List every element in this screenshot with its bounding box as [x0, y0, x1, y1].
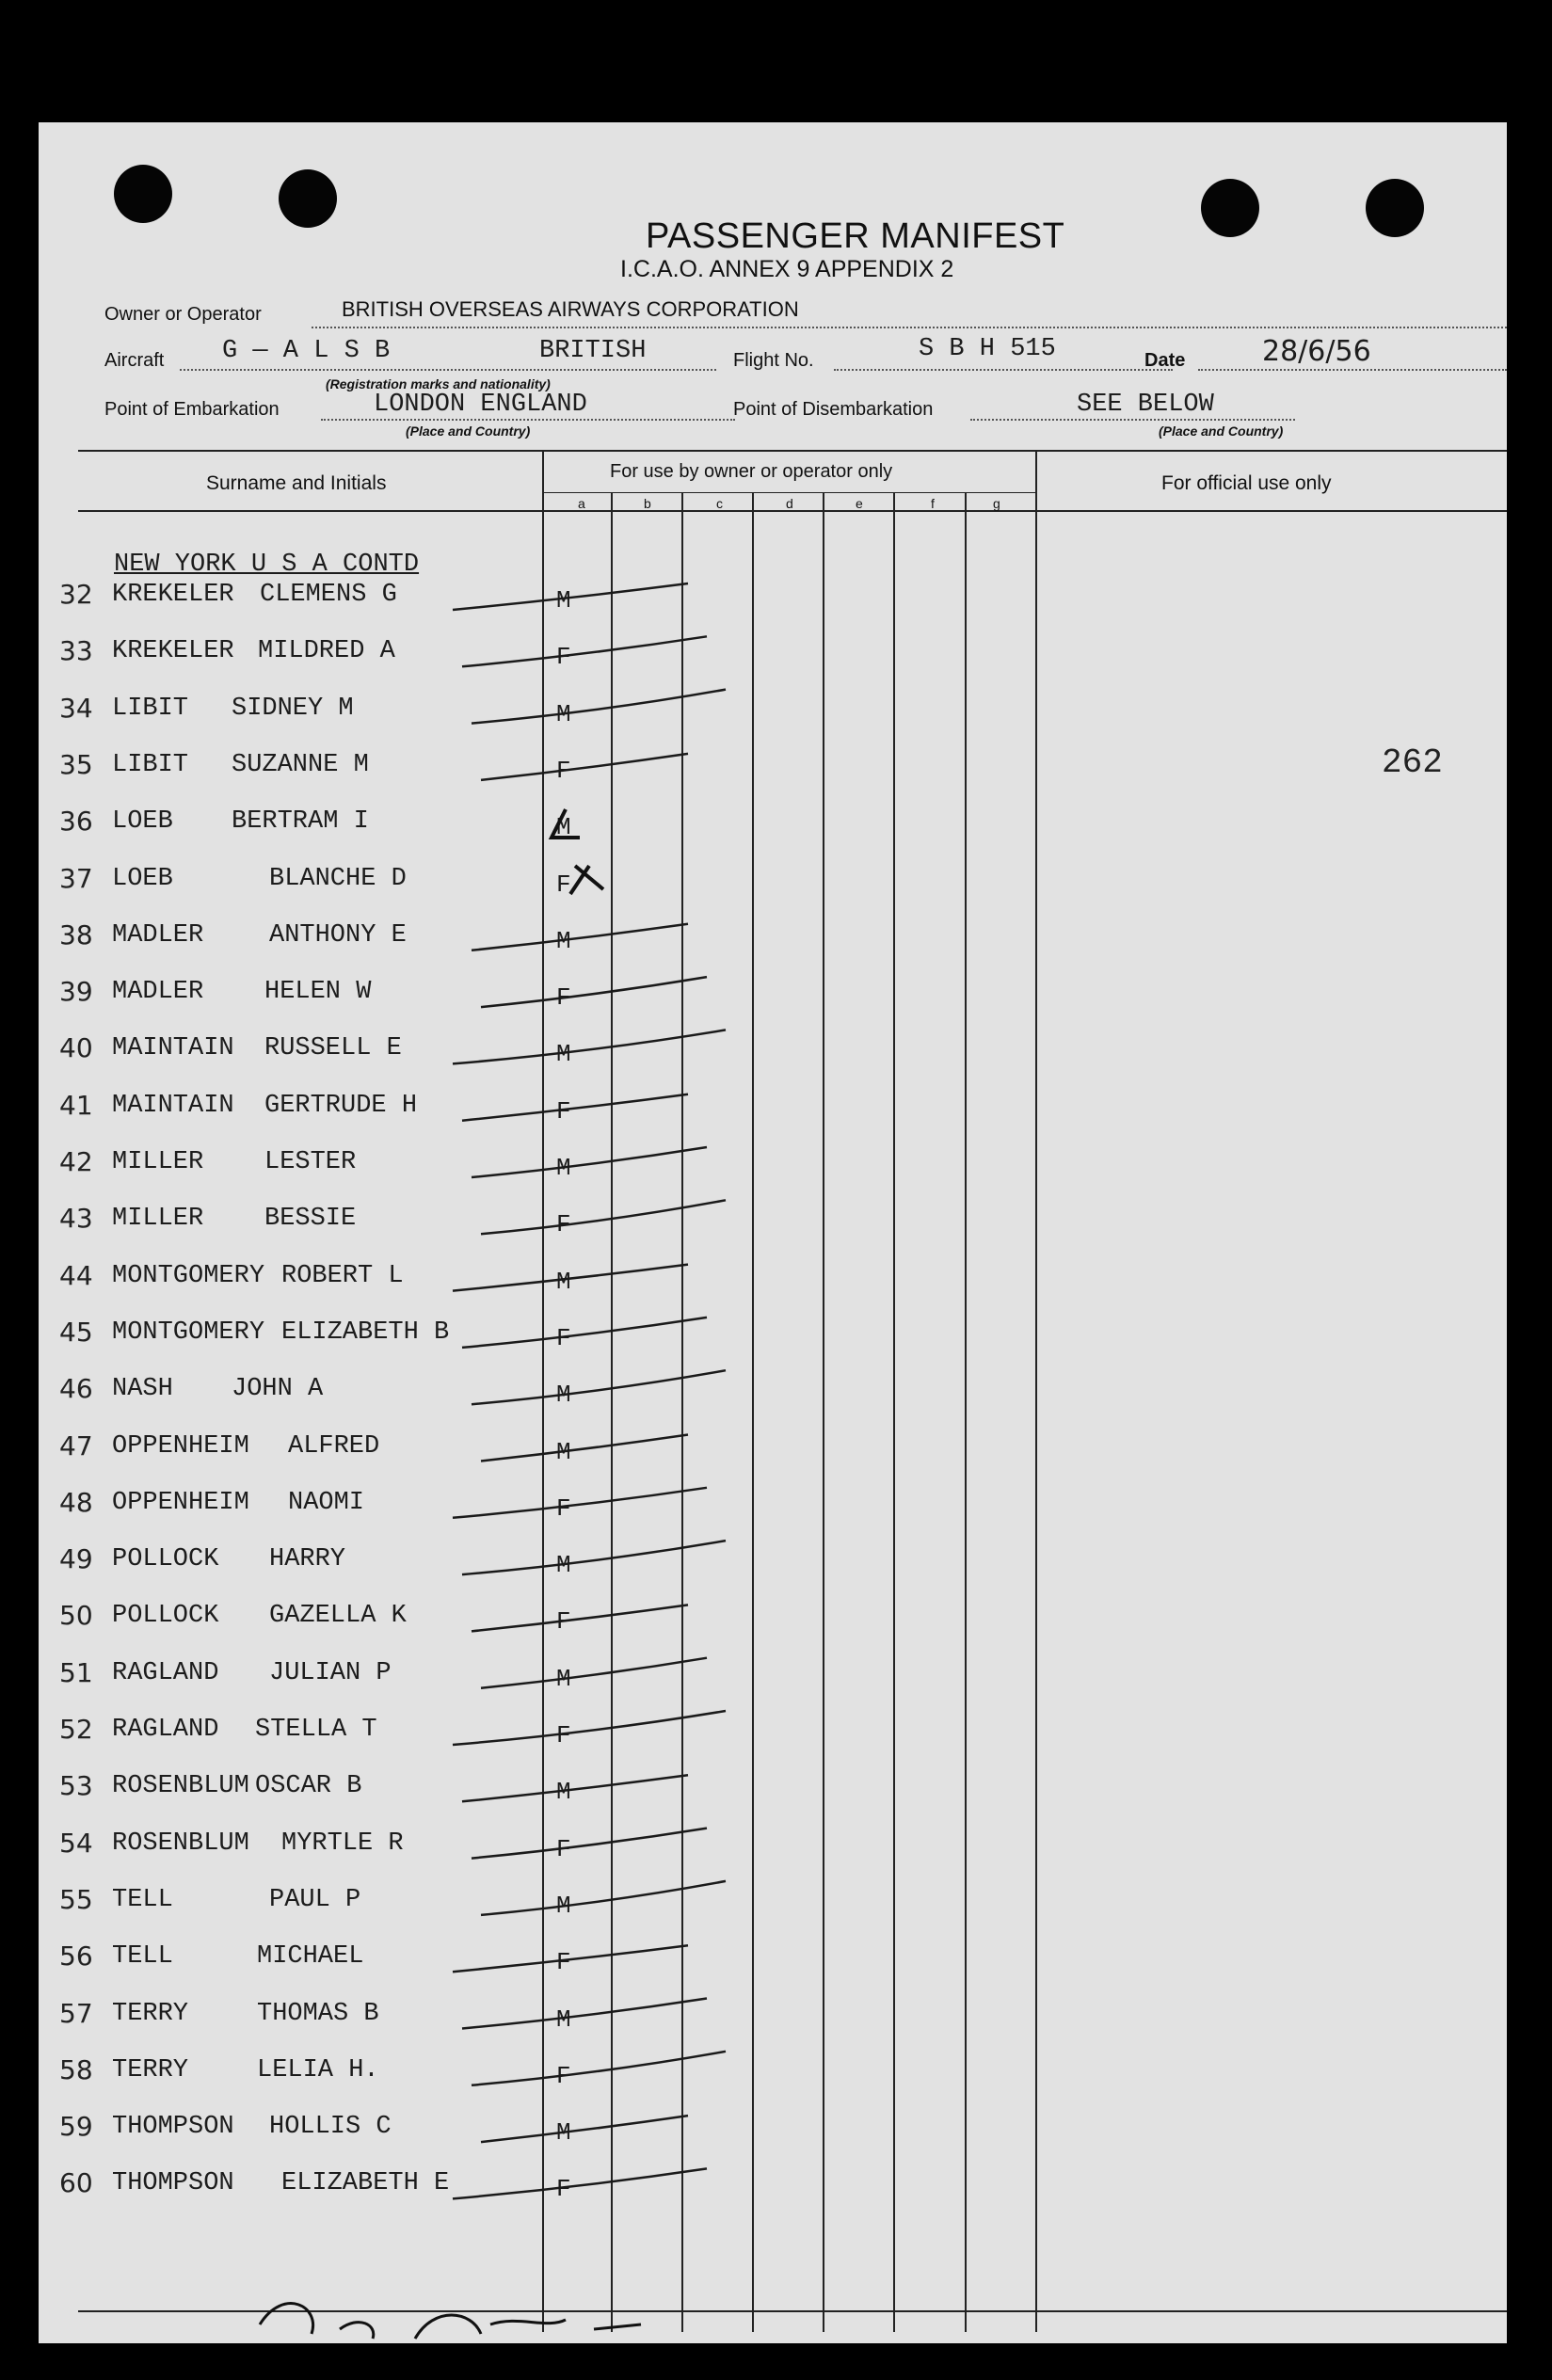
row-number: 45: [59, 1316, 93, 1348]
strike-mark: [462, 1541, 726, 1574]
manifest-sheet: [39, 122, 1507, 2343]
row-number: 33: [59, 635, 93, 667]
owner-value: BRITISH OVERSEAS AIRWAYS CORPORATION: [342, 297, 799, 321]
sex-code: M: [556, 1664, 571, 1693]
strike-mark: [472, 2052, 726, 2085]
embark-label: Point of Embarkation: [104, 399, 280, 420]
col-header-name: Surname and Initials: [206, 472, 387, 494]
given-names: MICHAEL: [257, 1942, 364, 1972]
row-number: 37: [59, 862, 93, 894]
given-names: SUZANNE M: [232, 750, 369, 779]
strike-mark: [472, 1605, 688, 1631]
page-subtitle: I.C.A.O. ANNEX 9 APPENDIX 2: [620, 256, 954, 282]
row-number: 41: [59, 1089, 93, 1121]
given-names: LESTER: [264, 1148, 357, 1176]
registration-note: (Registration marks and nationality): [326, 376, 551, 391]
strike-mark: [453, 583, 688, 610]
strike-mark: [462, 636, 707, 666]
surname: LOEB: [112, 864, 173, 893]
given-names: PAUL P: [269, 1885, 361, 1914]
given-names: HELEN W: [264, 978, 372, 1007]
given-names: THOMAS B: [257, 1999, 379, 2028]
surname: KREKELER: [112, 637, 234, 666]
handwritten-check-mark: [552, 809, 603, 894]
row-number: 32: [59, 579, 93, 610]
surname: TERRY: [112, 1999, 189, 2028]
sex-code: F: [556, 2061, 571, 2090]
sex-code: M: [556, 1381, 571, 1410]
flight-value: S B H 515: [919, 335, 1056, 363]
embark-value: LONDON ENGLAND: [374, 391, 587, 419]
row-number: 48: [59, 1486, 93, 1518]
sex-code: M: [556, 1778, 571, 1807]
surname: ROSENBLUM: [112, 1772, 249, 1801]
sex-code: M: [556, 1437, 571, 1466]
surname: ROSENBLUM: [112, 1829, 249, 1858]
surname: LIBIT: [112, 694, 189, 723]
strike-mark: [481, 1435, 688, 1462]
handwritten-marks: [39, 122, 1507, 2343]
strike-mark: [481, 2116, 688, 2142]
sex-code: M: [556, 1040, 571, 1069]
row-number: 58: [59, 2053, 93, 2085]
given-names: ELIZABETH E: [281, 2169, 450, 2198]
row-number: 46: [59, 1373, 93, 1405]
given-names: ALFRED: [288, 1431, 380, 1461]
strike-mark: [481, 977, 707, 1007]
row-number: 50: [59, 1600, 93, 1632]
surname: MADLER: [112, 978, 204, 1007]
row-number: 43: [59, 1203, 93, 1235]
surname: KREKELER: [112, 581, 234, 609]
subcol-e: e: [856, 496, 863, 511]
strike-mark: [462, 1999, 707, 2029]
surname: TELL: [112, 1885, 173, 1914]
sex-code: F: [556, 1210, 571, 1239]
given-names: OSCAR B: [255, 1772, 362, 1801]
given-names: HOLLIS C: [269, 2113, 392, 2142]
subcol-c: c: [716, 496, 723, 511]
sex-code: M: [556, 813, 571, 842]
strike-mark: [472, 924, 688, 950]
sex-code: M: [556, 699, 571, 728]
row-number: 34: [59, 692, 93, 724]
given-names: JOHN A: [232, 1375, 324, 1404]
flight-label: Flight No.: [733, 350, 814, 371]
row-number: 44: [59, 1259, 93, 1291]
strike-mark: [472, 1147, 707, 1177]
row-number: 55: [59, 1883, 93, 1915]
disembark-place-note: (Place and Country): [1159, 423, 1284, 439]
surname: MONTGOMERY: [112, 1261, 265, 1290]
sex-code: F: [556, 1323, 571, 1352]
row-number: 38: [59, 918, 93, 950]
sex-code: M: [556, 1551, 571, 1580]
date-value: 28/6/56: [1262, 335, 1371, 368]
row-number: 39: [59, 976, 93, 1008]
subcol-d: d: [786, 496, 793, 511]
section-heading: NEW YORK U S A CONTD: [114, 551, 420, 579]
owner-label: Owner or Operator: [104, 304, 262, 325]
sex-code: M: [556, 2118, 571, 2148]
sex-code: F: [556, 643, 571, 672]
strike-mark: [462, 1094, 688, 1121]
given-names: BLANCHE D: [269, 864, 407, 893]
col-header-owner: For use by owner or operator only: [610, 461, 893, 482]
given-names: STELLA T: [255, 1716, 377, 1744]
surname: NASH: [112, 1375, 173, 1404]
sex-code: F: [556, 756, 571, 785]
surname: LIBIT: [112, 750, 189, 779]
strike-mark: [472, 1829, 707, 1859]
given-names: BERTRAM I: [232, 807, 369, 837]
strike-mark: [472, 1370, 726, 1404]
sex-code: M: [556, 586, 571, 615]
aircraft-label: Aircraft: [104, 350, 165, 371]
col-header-official: For official use only: [1161, 472, 1332, 494]
given-names: GERTRUDE H: [264, 1091, 418, 1120]
aircraft-value: G — A L S B: [222, 337, 391, 365]
row-number: 52: [59, 1714, 93, 1745]
given-names: HARRY: [269, 1545, 346, 1574]
row-number: 60: [59, 2167, 93, 2199]
row-number: 56: [59, 1941, 93, 1973]
surname: MILLER: [112, 1205, 204, 1234]
row-number: 54: [59, 1827, 93, 1859]
surname: POLLOCK: [112, 1545, 219, 1574]
signature-scribble: [260, 2304, 641, 2339]
strike-mark: [481, 1658, 707, 1688]
sex-code: M: [556, 1891, 571, 1920]
strike-mark: [453, 1488, 707, 1518]
given-names: NAOMI: [288, 1488, 365, 1517]
strike-mark: [453, 2168, 707, 2198]
strike-mark: [481, 1200, 726, 1234]
strike-mark: [462, 1318, 707, 1348]
sex-code: F: [556, 1096, 571, 1126]
sex-code: M: [556, 2005, 571, 2034]
sex-code: F: [556, 870, 571, 899]
row-number: 40: [59, 1032, 93, 1064]
given-names: JULIAN P: [269, 1658, 392, 1687]
sex-code: M: [556, 1267, 571, 1296]
surname: MAINTAIN: [112, 1034, 234, 1063]
given-names: ELIZABETH B: [281, 1318, 450, 1347]
given-names: MYRTLE R: [281, 1829, 404, 1858]
sex-code: F: [556, 2175, 571, 2204]
surname: LOEB: [112, 807, 173, 837]
row-number: 51: [59, 1656, 93, 1688]
given-names: BESSIE: [264, 1205, 357, 1234]
row-number: 36: [59, 806, 93, 838]
sex-code: F: [556, 1607, 571, 1637]
subcol-g: g: [993, 496, 1000, 511]
strike-mark: [453, 1945, 688, 1972]
subcol-f: f: [931, 496, 935, 511]
sex-code: F: [556, 1948, 571, 1977]
row-number: 57: [59, 1997, 93, 2029]
surname: MONTGOMERY: [112, 1318, 265, 1347]
given-names: MILDRED A: [258, 637, 395, 666]
strike-mark: [453, 1265, 688, 1291]
row-number: 35: [59, 748, 93, 780]
surname: OPPENHEIM: [112, 1431, 249, 1461]
sex-code: F: [556, 983, 571, 1013]
embark-place-note: (Place and Country): [406, 423, 531, 439]
surname: MAINTAIN: [112, 1091, 234, 1120]
strike-mark: [462, 1775, 688, 1801]
surname: RAGLAND: [112, 1658, 219, 1687]
strike-mark: [453, 1030, 726, 1063]
page-title: PASSENGER MANIFEST: [646, 216, 1065, 256]
given-names: GAZELLA K: [269, 1602, 407, 1631]
sex-code: F: [556, 1834, 571, 1863]
row-number: 47: [59, 1430, 93, 1462]
sex-code: M: [556, 926, 571, 955]
sex-code: M: [556, 1154, 571, 1182]
date-label: Date: [1144, 350, 1186, 371]
strike-mark: [453, 1711, 726, 1745]
disembark-label: Point of Disembarkation: [733, 399, 934, 420]
surname: POLLOCK: [112, 1602, 219, 1631]
surname: MILLER: [112, 1148, 204, 1176]
given-names: ROBERT L: [281, 1261, 404, 1290]
surname: THOMPSON: [112, 2113, 234, 2142]
given-names: ANTHONY E: [269, 920, 407, 950]
sex-code: F: [556, 1493, 571, 1523]
official-number: 262: [1382, 743, 1443, 782]
row-number: 42: [59, 1146, 93, 1177]
surname: TELL: [112, 1942, 173, 1972]
sex-code: F: [556, 1721, 571, 1749]
given-names: SIDNEY M: [232, 694, 354, 723]
strike-mark: [481, 754, 688, 780]
surname: MADLER: [112, 920, 204, 950]
nationality-value: BRITISH: [539, 337, 647, 365]
subcol-b: b: [644, 496, 651, 511]
surname: RAGLAND: [112, 1716, 219, 1744]
surname: THOMPSON: [112, 2169, 234, 2198]
surname: TERRY: [112, 2055, 189, 2084]
given-names: LELIA H.: [257, 2055, 379, 2084]
strike-mark: [472, 690, 726, 724]
subcol-a: a: [578, 496, 585, 511]
strike-mark: [481, 1881, 726, 1915]
given-names: RUSSELL E: [264, 1034, 402, 1063]
disembark-value: SEE BELOW: [1077, 391, 1214, 419]
surname: OPPENHEIM: [112, 1488, 249, 1517]
row-number: 49: [59, 1543, 93, 1575]
row-number: 53: [59, 1770, 93, 1802]
row-number: 59: [59, 2111, 93, 2143]
given-names: CLEMENS G: [260, 581, 397, 609]
